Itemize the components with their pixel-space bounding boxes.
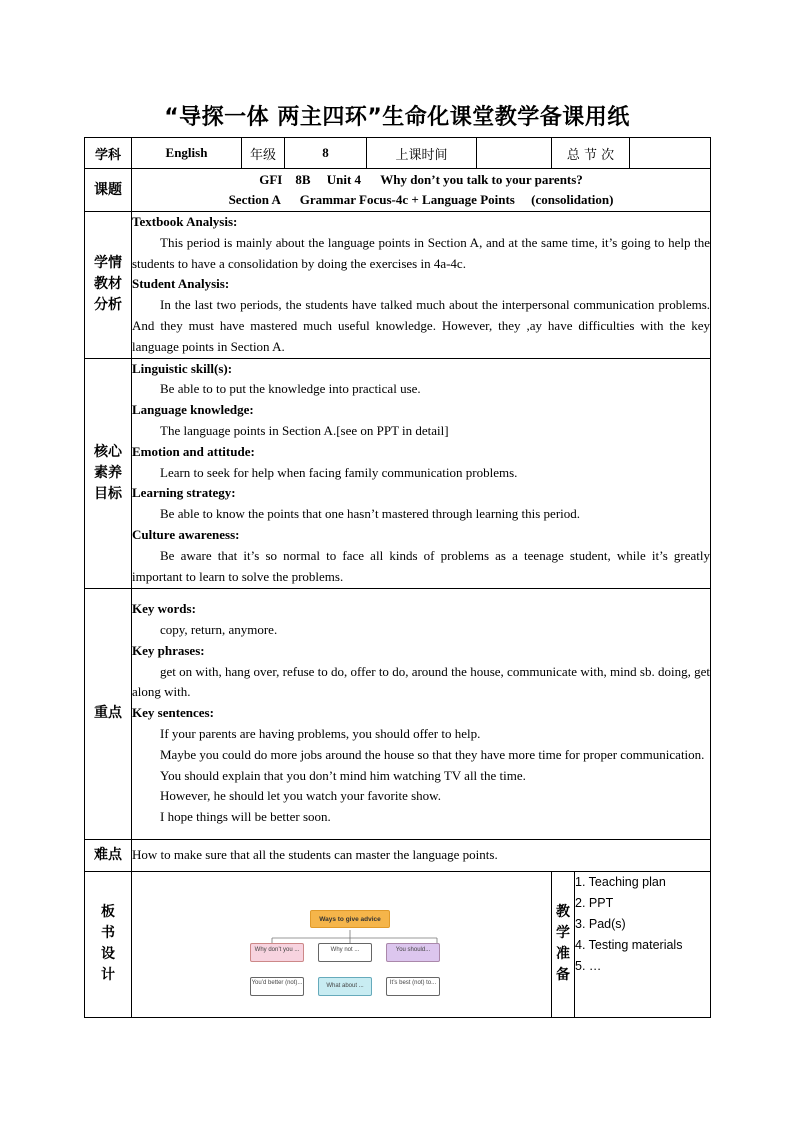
diagram-box-you-should: You should... — [386, 943, 440, 962]
analysis-label-2: 教材 — [94, 276, 122, 293]
header-row — [85, 138, 711, 169]
difficulty-text: How to make sure that all the students can master the language points. — [132, 839, 711, 871]
objectives-row — [85, 358, 711, 588]
total-periods-value — [630, 138, 711, 169]
teaching-prep-label — [552, 871, 575, 1017]
prep-item: 1. Teaching plan — [575, 874, 666, 889]
board-diagram — [132, 872, 551, 1016]
page-title: “导探一体 两主四环”生命化课堂教学备课用纸 — [164, 105, 630, 130]
total-periods-label: 总 节 次 — [552, 138, 630, 169]
prep-item: 2. PPT — [575, 895, 614, 910]
diagram-box-why-not: Why not ... — [318, 943, 372, 962]
teaching-prep-list — [575, 871, 711, 1017]
student-analysis-text: In the last two periods, the students have talked much about the interpersonal communication problems. And they must have mastered much useful knowledge. However, they ,ay have difficulties with the key language points in Section A. — [132, 297, 711, 354]
objectives-content — [132, 358, 711, 588]
board-label-1: 板 — [101, 904, 115, 921]
diagram-box-youd-better: You’d better (not)... — [250, 977, 304, 996]
grade-value: 8 — [285, 138, 367, 169]
key-sentence: You should explain that you don’t mind him watching TV all the time. — [160, 767, 526, 783]
class-time-label: 上课时间 — [367, 138, 477, 169]
subject-value: English — [132, 138, 242, 169]
prep-item: 5. … — [575, 958, 602, 973]
key-phrases-text: get on with, hang over, refuse to do, offer to do, around the house, communicate with, mind sb. doing, get along with. — [132, 663, 711, 700]
diagram-box-what-about: What about ... — [318, 977, 372, 996]
textbook-analysis-text: This period is mainly about the language points in Section A, and at the same time, it’s going to help the students to have a consolidation by doing the exercises in 4a-4c. — [132, 234, 711, 271]
key-sentences-heading: Key sentences: — [132, 705, 214, 721]
key-sentence: Maybe you could do more jobs around the house so that they have more time for proper communication. — [160, 746, 705, 762]
textbook-analysis-heading: Textbook Analysis: — [132, 214, 238, 229]
objective-heading: Linguistic skill(s): — [132, 360, 233, 376]
key-sentence: I hope things will be better soon. — [160, 809, 331, 825]
board-label-2: 书 — [101, 925, 115, 942]
topic-line-2: Section A Grammar Focus-4c + Language Points (consolidation) — [228, 192, 614, 207]
analysis-content — [132, 212, 711, 359]
prep-item: 3. Pad(s) — [575, 916, 626, 931]
analysis-label — [85, 212, 132, 359]
analysis-label-1: 学情 — [94, 255, 122, 272]
objective-heading: Language knowledge: — [132, 402, 254, 418]
key-sentence: However, he should let you watch your favorite show. — [160, 788, 441, 804]
objective-text: Learn to seek for help when facing family communication problems. — [160, 464, 518, 480]
board-design-label — [85, 871, 132, 1017]
diagram-title: Ways to give advice — [319, 916, 381, 924]
student-analysis-heading: Student Analysis: — [132, 276, 230, 292]
topic-content — [132, 169, 711, 212]
objective-heading: Emotion and attitude: — [132, 443, 255, 459]
key-words-heading: Key words: — [132, 601, 196, 617]
objectives-label-2: 素养 — [94, 464, 122, 481]
grade-label: 年级 — [242, 138, 285, 169]
prep-label-3: 准 — [556, 946, 570, 963]
objective-heading: Learning strategy: — [132, 485, 236, 501]
diagram-box-its-best: It’s best (not) to... — [386, 977, 440, 996]
analysis-row — [85, 212, 711, 359]
analysis-label-3: 分析 — [94, 297, 122, 314]
objectives-label-3: 目标 — [94, 485, 122, 502]
topic-row — [85, 169, 711, 212]
objectives-label-1: 核心 — [94, 443, 122, 460]
objective-text: Be able to know the points that one hasn’t mastered through learning this period. — [160, 506, 581, 522]
prep-label-2: 学 — [556, 925, 570, 942]
diagram-title-box — [310, 910, 390, 928]
key-phrases-heading: Key phrases: — [132, 642, 205, 658]
keypoints-row — [85, 588, 711, 839]
keypoints-content — [132, 588, 711, 839]
topic-line-1: GFI 8B Unit 4 Why don’t you talk to your parents? — [259, 172, 583, 187]
keypoints-label: 重点 — [85, 588, 132, 839]
difficulty-label: 难点 — [85, 839, 132, 871]
class-time-value — [477, 138, 552, 169]
objective-text: Be aware that it’s so normal to face all kinds of problems as a teenage student, while it’s greatly important to learn to solve the problems. — [132, 547, 711, 584]
topic-label: 课题 — [85, 169, 132, 212]
subject-label: 学科 — [85, 138, 132, 169]
key-words-text: copy, return, anymore. — [160, 621, 278, 637]
board-label-4: 计 — [101, 967, 115, 984]
key-sentence: If your parents are having problems, you should offer to help. — [160, 725, 481, 741]
objectives-label — [85, 358, 132, 588]
lesson-plan-table — [84, 137, 711, 1018]
objective-text: The language points in Section A.[see on PPT in detail] — [160, 423, 449, 439]
board-label-3: 设 — [101, 946, 115, 963]
diagram-box-why-dont-you: Why don’t you ... — [250, 943, 304, 962]
prep-label-4: 备 — [556, 967, 570, 984]
board-row — [85, 871, 711, 1017]
objective-heading: Culture awareness: — [132, 527, 240, 543]
objective-text: Be able to to put the knowledge into practical use. — [160, 381, 421, 397]
board-design-cell — [132, 871, 552, 1017]
prep-item: 4. Testing materials — [575, 937, 683, 952]
difficulty-row — [85, 839, 711, 871]
prep-label-1: 教 — [556, 904, 570, 921]
